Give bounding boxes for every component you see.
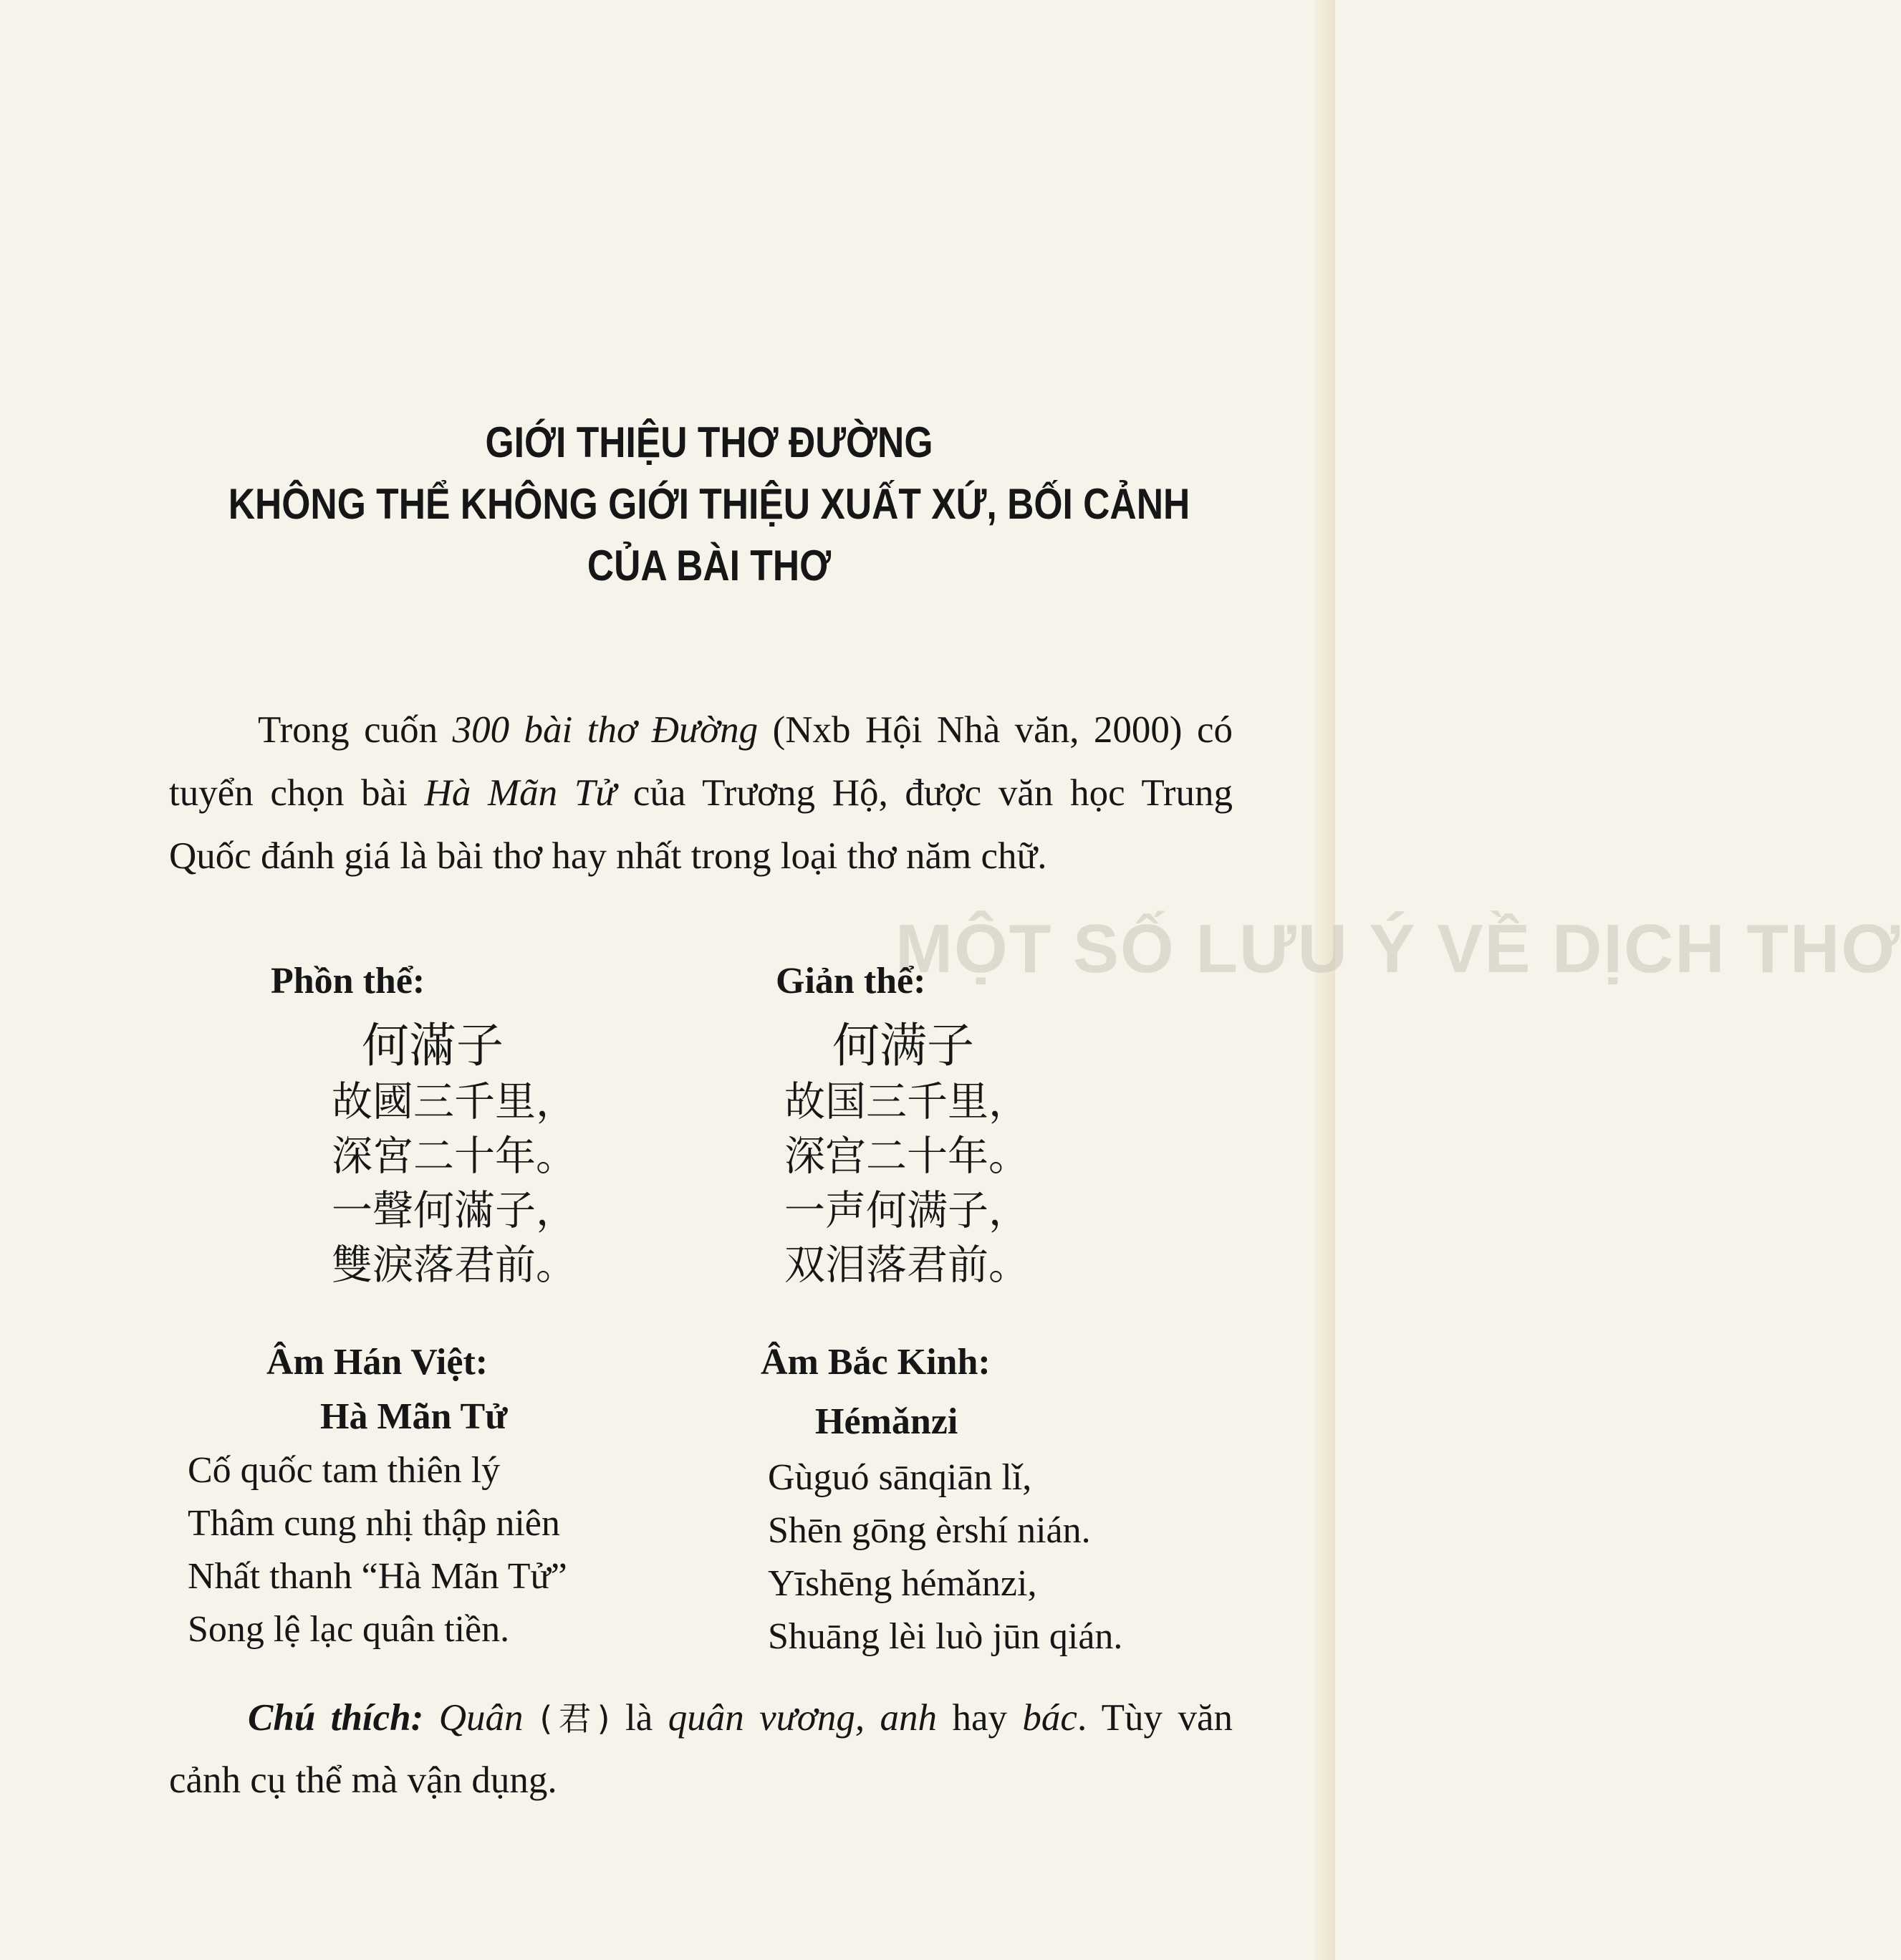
book-title: 300 bài thơ Đường	[452, 709, 759, 751]
traditional-line: 深宮二十年。	[332, 1133, 577, 1180]
beijing-label: Âm Bắc Kinh:	[761, 1342, 991, 1383]
han-viet-line: Song lệ lạc quân tiền.	[188, 1609, 510, 1650]
page-title	[210, 412, 1208, 597]
intro-text-2: (Nxb Hội Nhà văn, 2000) có tuyển chọn bài	[169, 709, 1233, 814]
note-text-3: . Tùy văn cảnh cụ thể mà vận dụng.	[169, 1697, 1233, 1801]
han-viet-label: Âm Hán Việt:	[266, 1342, 489, 1383]
note-meaning: quân vương, anh	[668, 1697, 938, 1739]
simplified-title: 何满子	[832, 1018, 974, 1073]
note-han-char: (君)	[523, 1699, 610, 1738]
traditional-poem	[332, 1017, 577, 1292]
simplified-line: 一声何满子，	[784, 1187, 1029, 1234]
bleed-through-text: MỘT SỐ LƯU Ý VỀ DỊCH THƠ	[895, 911, 1901, 987]
han-viet-title: Hà Mãn Tử	[320, 1396, 508, 1437]
simplified-line: 双泪落君前。	[784, 1241, 1029, 1289]
beijing-title: Hémǎnzi	[815, 1401, 958, 1442]
beijing-line: Gùguó sānqiān lǐ,	[768, 1457, 1032, 1498]
beijing-poem	[768, 1451, 1122, 1663]
simplified-line: 故国三千里，	[784, 1078, 1029, 1125]
intro-text-3: của Trương Hộ, được văn học Trung Quốc đánh giá là bài thơ hay nhất trong loại thơ năm chữ.	[169, 772, 1233, 877]
traditional-label: Phồn thể:	[271, 961, 425, 1001]
note-text-1: là	[610, 1697, 668, 1739]
traditional-line: 雙淚落君前。	[332, 1241, 577, 1289]
note-text-2: hay	[937, 1697, 1023, 1739]
traditional-title: 何滿子	[362, 1018, 504, 1073]
title-line-2: KHÔNG THỂ KHÔNG GIỚI THIỆU XUẤT XỨ, BỐI CẢNH	[228, 480, 1190, 528]
beijing-line: Shēn gōng èrshí nián.	[768, 1510, 1091, 1551]
note-meaning-2: bác	[1022, 1697, 1077, 1739]
han-viet-line: Cố quốc tam thiên lý	[188, 1450, 501, 1491]
han-viet-line: Nhất thanh “Hà Mãn Tử”	[188, 1556, 567, 1597]
han-viet-line: Thâm cung nhị thập niên	[188, 1503, 560, 1544]
title-line-3: CỦA BÀI THƠ	[587, 542, 832, 590]
simplified-poem	[784, 1017, 1029, 1292]
note-word: Quân	[423, 1697, 524, 1739]
simplified-line: 深宫二十年。	[784, 1133, 1029, 1180]
poem-name: Hà Mãn Tử	[424, 772, 617, 814]
note-label: Chú thích:	[248, 1697, 424, 1739]
beijing-line: Yīshēng hémǎnzi,	[768, 1563, 1037, 1604]
footnote	[169, 1687, 1233, 1811]
simplified-label: Giản thể:	[776, 961, 926, 1001]
han-viet-poem	[188, 1444, 567, 1656]
beijing-line: Shuāng lèi luò jūn qián.	[768, 1616, 1123, 1657]
traditional-line: 故國三千里，	[332, 1078, 577, 1125]
title-line-1: GIỚI THIỆU THƠ ĐƯỜNG	[485, 418, 933, 466]
traditional-line: 一聲何滿子，	[332, 1187, 577, 1234]
intro-paragraph	[169, 698, 1233, 888]
intro-text-1: Trong cuốn	[258, 709, 453, 751]
